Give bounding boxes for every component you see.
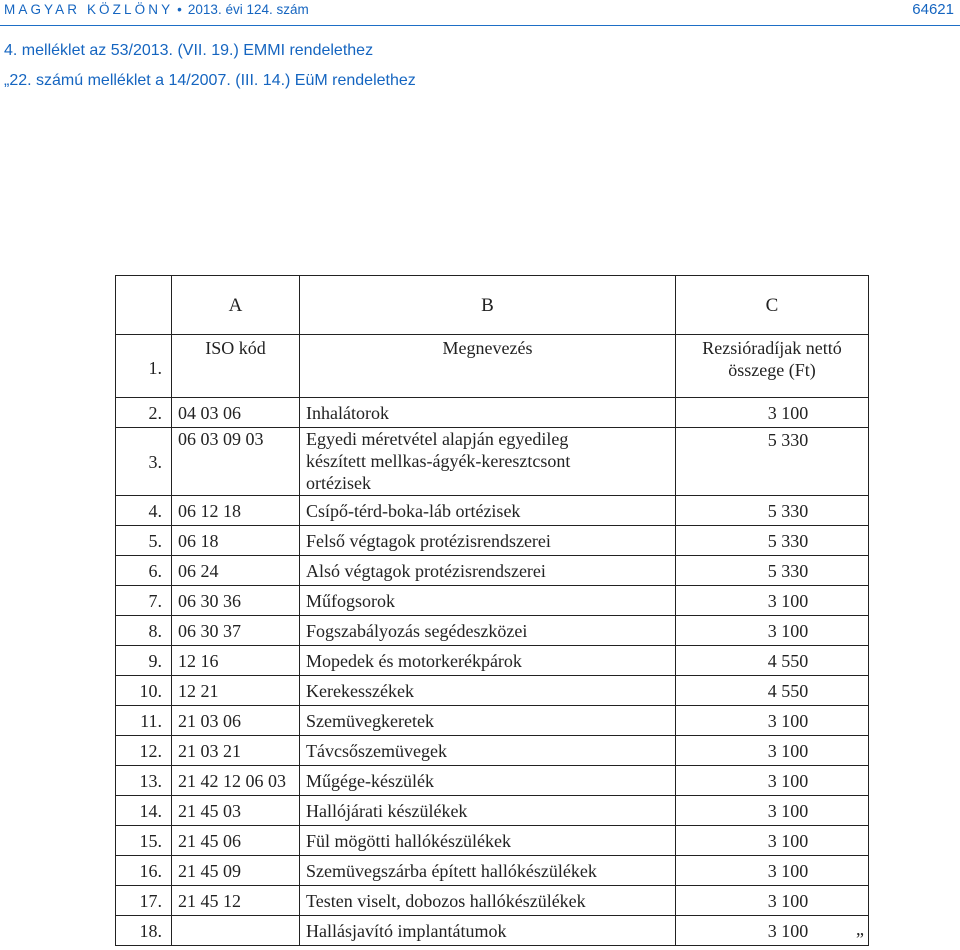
row-number: 12. (116, 736, 172, 766)
table-row (116, 646, 869, 676)
iso-code-cell: 06 30 37 (172, 616, 300, 646)
name-cell (300, 428, 676, 496)
column-letter-a: A (172, 276, 300, 335)
name-line: készített mellkas-ágyék-keresztcsont (306, 451, 571, 471)
header-fee-line-1: Rezsióradíjak nettó (702, 338, 842, 358)
name-line: ortézisek (306, 473, 371, 493)
name-cell: Alsó végtagok protézisrendszerei (300, 556, 676, 586)
row-number: 10. (116, 676, 172, 706)
row-number: 15. (116, 826, 172, 856)
fee-cell: 3 100 (676, 796, 869, 826)
row-number: 18. (116, 916, 172, 946)
name-cell: Szemüvegszárba épített hallókészülékek (300, 856, 676, 886)
column-letter-c: C (676, 276, 869, 335)
row-number: 6. (116, 556, 172, 586)
iso-code-cell: 06 18 (172, 526, 300, 556)
iso-code-cell (172, 916, 300, 946)
fee-table (115, 275, 869, 946)
name-cell: Hallásjavító implantátumok (300, 916, 676, 946)
table-row (116, 706, 869, 736)
name-cell: Inhalátorok (300, 398, 676, 428)
iso-code-cell: 21 42 12 06 03 (172, 766, 300, 796)
table-row (116, 676, 869, 706)
row-number: 3. (116, 428, 172, 496)
fee-cell: 3 100 (676, 706, 869, 736)
iso-code-cell: 21 45 06 (172, 826, 300, 856)
fee-cell: 3 100 (676, 916, 869, 946)
header-iso-code: ISO kód (172, 335, 300, 398)
fee-cell: 3 100 (676, 856, 869, 886)
fee-cell: 3 100 (676, 398, 869, 428)
fee-cell: 3 100 (676, 766, 869, 796)
table-row (116, 916, 869, 946)
iso-code-cell: 12 21 (172, 676, 300, 706)
row-number: 1. (116, 335, 172, 398)
iso-code-cell: 21 45 09 (172, 856, 300, 886)
iso-code-cell: 21 03 21 (172, 736, 300, 766)
table-row (116, 526, 869, 556)
name-cell: Felső végtagok protézisrendszerei (300, 526, 676, 556)
row-number: 17. (116, 886, 172, 916)
row-number: 8. (116, 616, 172, 646)
closing-quote: ” (856, 929, 864, 949)
row-number: 9. (116, 646, 172, 676)
row-number: 2. (116, 398, 172, 428)
table-row (116, 428, 869, 496)
fee-cell: 3 100 (676, 826, 869, 856)
annex-reference-line-1: 4. melléklet az 53/2013. (VII. 19.) EMMI rendelethez (4, 42, 374, 59)
issue-label: 2013. évi 124. szám (187, 2, 309, 17)
iso-code-cell: 06 03 09 03 (172, 428, 300, 496)
table-row (116, 556, 869, 586)
fee-cell: 5 330 (676, 526, 869, 556)
name-cell: Hallójárati készülékek (300, 796, 676, 826)
row-number: 7. (116, 586, 172, 616)
table-row (116, 766, 869, 796)
name-cell: Mopedek és motorkerékpárok (300, 646, 676, 676)
header-fee-line-2: összege (Ft) (728, 360, 816, 380)
iso-code-cell: 06 12 18 (172, 496, 300, 526)
fee-cell: 5 330 (676, 556, 869, 586)
corner-cell (116, 276, 172, 335)
row-number: 4. (116, 496, 172, 526)
column-letter-row (116, 276, 869, 335)
header-fee (676, 335, 869, 398)
fee-cell: 3 100 (676, 886, 869, 916)
iso-code-cell: 21 03 06 (172, 706, 300, 736)
row-number: 16. (116, 856, 172, 886)
header-left (4, 2, 309, 17)
table-row (116, 796, 869, 826)
fee-cell: 4 550 (676, 676, 869, 706)
fee-cell: 5 330 (676, 428, 869, 496)
iso-code-cell: 06 24 (172, 556, 300, 586)
iso-code-cell: 21 45 03 (172, 796, 300, 826)
header-name: Megnevezés (300, 335, 676, 398)
table-row (116, 886, 869, 916)
name-cell: Fül mögötti hallókészülékek (300, 826, 676, 856)
fee-cell: 5 330 (676, 496, 869, 526)
row-number: 5. (116, 526, 172, 556)
iso-code-cell: 21 45 12 (172, 886, 300, 916)
header-rule (0, 25, 960, 26)
name-cell: Csípő-térd-boka-láb ortézisek (300, 496, 676, 526)
table-row (116, 496, 869, 526)
iso-code-cell: 04 03 06 (172, 398, 300, 428)
name-cell: Kerekesszékek (300, 676, 676, 706)
fee-cell: 3 100 (676, 736, 869, 766)
name-cell: Szemüvegkeretek (300, 706, 676, 736)
name-cell: Távcsőszemüvegek (300, 736, 676, 766)
name-cell: Fogszabályozás segédeszközei (300, 616, 676, 646)
iso-code-cell: 06 30 36 (172, 586, 300, 616)
journal-title: MAGYAR KÖZLÖNY (4, 2, 174, 17)
row-number: 11. (116, 706, 172, 736)
iso-code-cell: 12 16 (172, 646, 300, 676)
bullet-separator: • (177, 2, 182, 17)
name-cell: Műfogsorok (300, 586, 676, 616)
row-number: 14. (116, 796, 172, 826)
name-line: Egyedi méretvétel alapján egyedileg (306, 429, 569, 449)
table-row (116, 736, 869, 766)
table-row (116, 826, 869, 856)
fee-cell: 4 550 (676, 646, 869, 676)
annex-reference-line-2: „22. számú melléklet a 14/2007. (III. 14.) EüM rendelethez (4, 72, 416, 89)
name-cell: Műgége-készülék (300, 766, 676, 796)
table-row (116, 616, 869, 646)
table-row (116, 398, 869, 428)
name-cell: Testen viselt, dobozos hallókészülékek (300, 886, 676, 916)
table-row (116, 856, 869, 886)
column-letter-b: B (300, 276, 676, 335)
table-row (116, 586, 869, 616)
row-number: 13. (116, 766, 172, 796)
header-row (116, 335, 869, 398)
fee-cell: 3 100 (676, 586, 869, 616)
page-header (0, 0, 960, 26)
fee-cell: 3 100 (676, 616, 869, 646)
page-number: 64621 (912, 1, 954, 18)
